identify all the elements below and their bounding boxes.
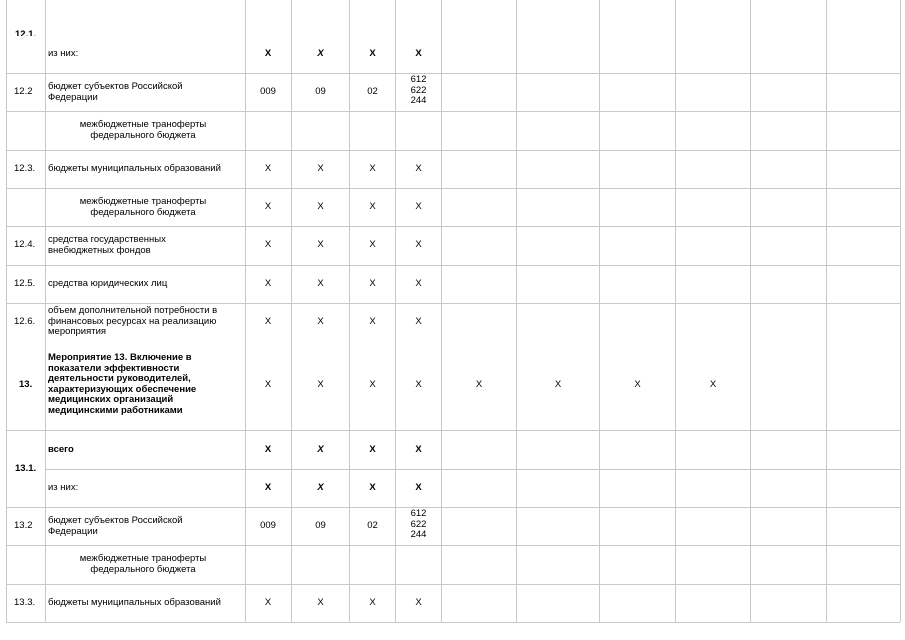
row-12-1-from-c1: X — [264, 48, 272, 59]
row-divider — [6, 150, 900, 151]
row-12-4-c3: X — [369, 239, 376, 250]
row-13-2-desc: бюджет субъектов Российской Федерации — [48, 515, 183, 537]
row-12-4-desc: средства государственных внебюджетных фондов — [48, 234, 166, 256]
row-13-2-number: 13.2 — [14, 520, 33, 531]
row-12-3-c3: X — [369, 163, 376, 174]
row-12-5-number: 12.5. — [14, 278, 36, 289]
row-13-1-from-c3: X — [369, 482, 376, 493]
row-divider — [6, 265, 900, 266]
row-13-1-from-c1: X — [264, 482, 272, 493]
row-divider — [6, 226, 900, 227]
column-divider — [441, 0, 442, 622]
row-12-3-number: 12.3. — [14, 163, 36, 174]
row-12-4-number: 12.4. — [14, 239, 36, 250]
row-12-5-c3: X — [369, 278, 376, 289]
row-13-3-c4: X — [415, 597, 422, 608]
row-13-desc: Мероприятие 13. Включение в показатели эффективности деятельности руководителей, характеризующих обеспечение медицинских организаций медицинскими работниками — [48, 352, 197, 416]
row-12-3-c4: X — [415, 163, 422, 174]
row-13-number: 13. — [19, 379, 33, 390]
row-12-6-c4: X — [415, 316, 422, 327]
row-divider — [6, 111, 900, 112]
row-12-3-sub-c1: X — [264, 201, 272, 212]
column-divider — [45, 0, 46, 622]
row-13-1-total-c4: X — [415, 444, 422, 455]
row-12-3-c2: X — [317, 163, 324, 174]
row-12-6-c2: X — [317, 316, 324, 327]
row-divider — [6, 430, 900, 431]
row-13-c7: X — [634, 379, 641, 390]
row-13-3-c1: X — [264, 597, 272, 608]
row-12-1-from-c4: X — [415, 48, 422, 59]
row-12-3-c1: X — [264, 163, 272, 174]
row-12-5-c2: X — [317, 278, 324, 289]
row-12-2-c2: 09 — [315, 86, 326, 97]
row-13-1-total-desc: всего — [48, 444, 74, 455]
table-border-left — [6, 0, 7, 622]
row-divider — [6, 622, 900, 623]
row-12-2-sub-desc: межбюджетные траноферты федерального бюджета — [79, 119, 207, 141]
row-divider — [6, 584, 900, 585]
row-number-cut: 12.1. — [15, 30, 37, 36]
row-12-2-number: 12.2 — [14, 86, 33, 97]
row-13-c5: X — [475, 379, 483, 390]
row-12-2-c4: 612 622 244 — [410, 74, 427, 106]
row-12-3-sub-desc: межбюджетные траноферты федерального бюджета — [79, 196, 207, 218]
row-divider — [6, 303, 900, 304]
row-12-6-desc: объем дополнительной потребности в финансовых ресурсах на реализацию мероприятия — [48, 305, 218, 337]
row-12-2-desc: бюджет субъектов Российской Федерации — [48, 81, 183, 103]
row-12-4-c1: X — [264, 239, 272, 250]
row-12-4-c2: X — [317, 239, 324, 250]
row-12-2-c1: 009 — [260, 86, 276, 97]
row-12-3-sub-c2: X — [317, 201, 324, 212]
column-divider — [826, 0, 827, 622]
row-12-3-sub-c3: X — [369, 201, 376, 212]
row-12-1-from-c2: X — [317, 48, 324, 59]
row-13-3-number: 13.3. — [14, 597, 36, 608]
row-13-1-total-c2: X — [317, 444, 324, 455]
row-12-1-from-c3: X — [369, 48, 376, 59]
table-border-right — [900, 0, 901, 622]
row-13-2-sub-desc: межбюджетные траноферты федерального бюджета — [79, 553, 207, 575]
row-13-2-c1: 009 — [260, 520, 276, 531]
row-13-c4: X — [415, 379, 422, 390]
row-13-1-from-c4: X — [415, 482, 422, 493]
row-divider — [6, 188, 900, 189]
row-13-2-c4: 612 622 244 — [410, 508, 427, 540]
row-13-c8: X — [709, 379, 717, 390]
row-12-3-sub-c4: X — [415, 201, 422, 212]
row-13-c3: X — [369, 379, 376, 390]
row-13-c2: X — [317, 379, 324, 390]
row-13-1-total-c1: X — [264, 444, 272, 455]
row-13-1-number: 13.1. — [15, 463, 37, 474]
row-13-1-from-c2: X — [317, 482, 324, 493]
column-divider — [750, 0, 751, 622]
row-13-c1: X — [264, 379, 272, 390]
row-12-5-c1: X — [264, 278, 272, 289]
row-12-6-number: 12.6. — [14, 316, 36, 327]
row-divider — [6, 507, 900, 508]
row-12-6-c1: X — [264, 316, 272, 327]
row-13-3-c2: X — [317, 597, 324, 608]
row-12-5-c4: X — [415, 278, 422, 289]
row-13-c6: X — [554, 379, 562, 390]
row-12-3-desc: бюджеты муниципальных образований — [48, 163, 221, 174]
row-12-4-c4: X — [415, 239, 422, 250]
row-13-2-c2: 09 — [315, 520, 326, 531]
row-13-1-total-c3: X — [369, 444, 376, 455]
row-13-3-c3: X — [369, 597, 376, 608]
row-12-5-desc: средства юридических лиц — [48, 278, 168, 289]
row-divider — [6, 73, 900, 74]
row-divider — [45, 469, 900, 470]
row-13-3-desc: бюджеты муниципальных образований — [48, 597, 221, 608]
row-13-2-c3: 02 — [367, 520, 378, 531]
row-divider — [6, 545, 900, 546]
row-12-2-c3: 02 — [367, 86, 378, 97]
row-13-1-from-desc: из них: — [48, 482, 79, 493]
row-12-6-c3: X — [369, 316, 376, 327]
column-divider — [516, 0, 517, 622]
column-divider — [599, 0, 600, 622]
column-divider — [675, 0, 676, 622]
row-12-1-from-desc: из них: — [48, 48, 79, 59]
